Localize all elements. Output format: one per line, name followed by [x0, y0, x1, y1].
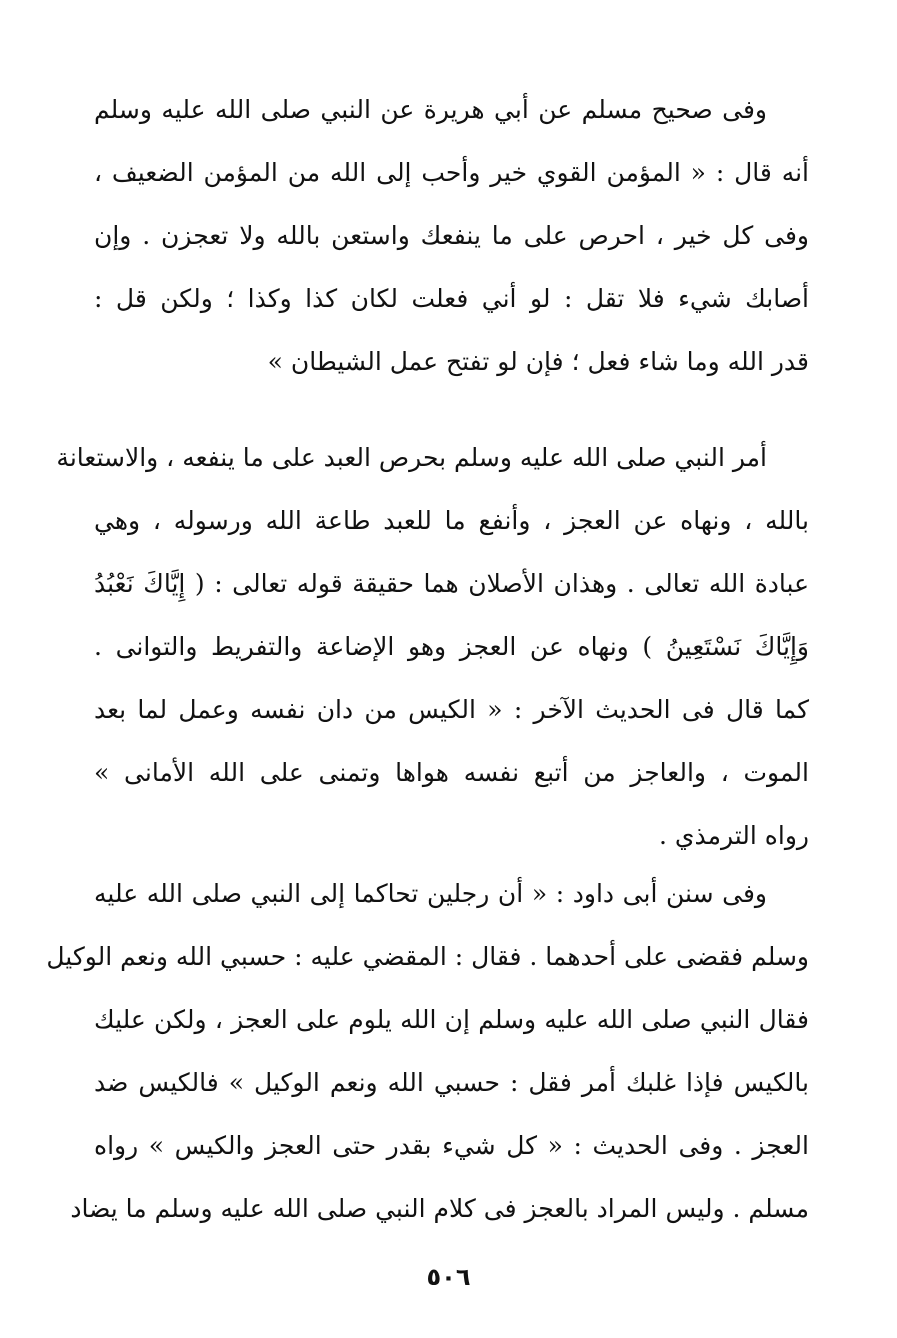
text-line: بالله ، ونهاه عن العجز ، وأنفع ما للعبد طاعة الله ورسوله ، وهي	[94, 506, 809, 535]
text-line: أمر النبي صلى الله عليه وسلم بحرص العبد على ما ينفعه ، والاستعانة	[56, 443, 767, 472]
paragraph-1	[94, 78, 809, 393]
text-line: وَإِيَّاكَ نَسْتَعِينُ ) ونهاه عن العجز وهو الإضاعة والتفريط والتوانى .	[94, 632, 809, 661]
text-line: عبادة الله تعالى . وهذان الأصلان هما حقيقة قوله تعالى : ( إِيَّاكَ نَعْبُدُ	[94, 569, 809, 598]
text-line: فقال النبي صلى الله عليه وسلم إن الله يلوم على العجز ، ولكن عليك	[94, 1005, 809, 1034]
text-line: أصابك شيء فلا تقل : لو أني فعلت لكان كذا وكذا ؛ ولكن قل :	[94, 284, 809, 313]
page-number: ٥٠٦	[426, 1263, 471, 1291]
text-line: وسلم فقضى على أحدهما . فقال : المقضي عليه : حسبي الله ونعم الوكيل	[46, 942, 809, 971]
text-line: أنه قال : « المؤمن القوي خير وأحب إلى الله من المؤمن الضعيف ،	[94, 158, 809, 187]
text-line: وفى كل خير ، احرص على ما ينفعك واستعن بالله ولا تعجزن . وإن	[94, 221, 809, 250]
text-line: مسلم . وليس المراد بالعجز فى كلام النبي صلى الله عليه وسلم ما يضاد	[70, 1194, 809, 1223]
paragraph-2	[56, 426, 809, 867]
text-line: قدر الله وما شاء فعل ؛ فإن لو تفتح عمل الشيطان »	[267, 347, 809, 376]
text-line: بالكيس فإذا غلبك أمر فقل : حسبي الله ونعم الوكيل » فالكيس ضد	[94, 1068, 809, 1097]
text-line: كما قال فى الحديث الآخر : « الكيس من دان نفسه وعمل لما بعد	[94, 695, 809, 724]
text-line: الموت ، والعاجز من أتبع نفسه هواها وتمنى على الله الأمانى »	[94, 758, 809, 787]
text-line: وفى صحيح مسلم عن أبي هريرة عن النبي صلى الله عليه وسلم	[94, 95, 767, 124]
paragraph-3	[46, 862, 809, 1240]
text-line: العجز . وفى الحديث : « كل شيء بقدر حتى العجز والكيس » رواه	[94, 1131, 809, 1160]
text-line: وفى سنن أبى داود : « أن رجلين تحاكما إلى النبي صلى الله عليه	[94, 879, 767, 908]
text-line: رواه الترمذي .	[658, 821, 809, 850]
